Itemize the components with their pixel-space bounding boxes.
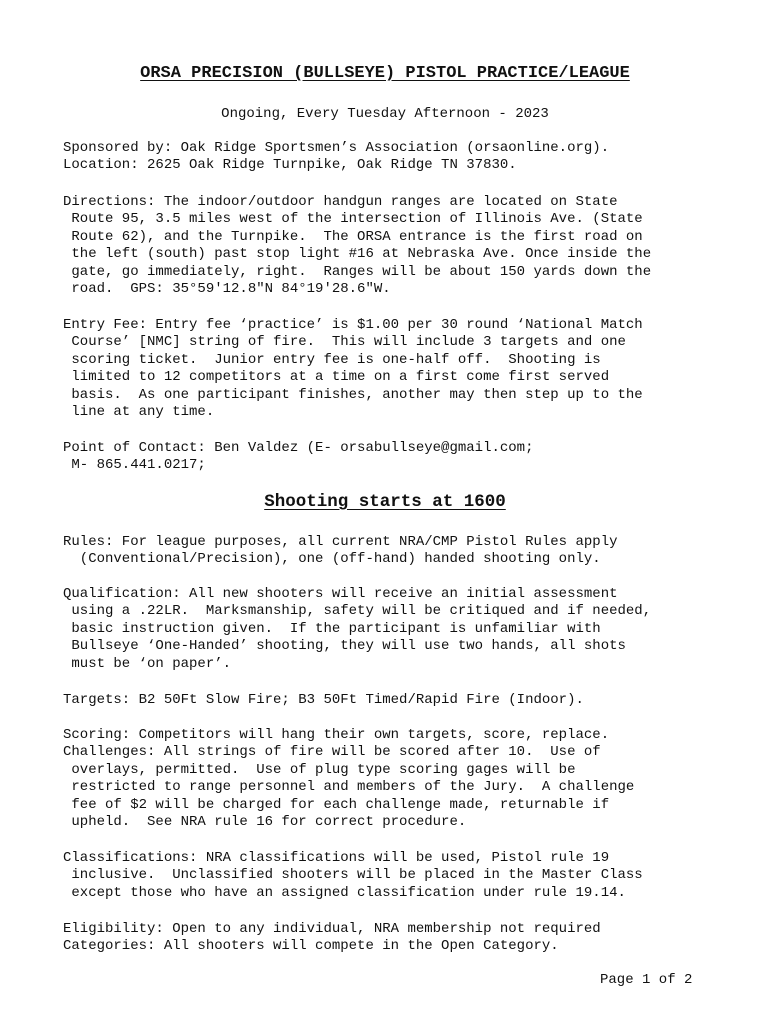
directions-line: Route 62), and the Turnpike. The ORSA entrance is the first road on <box>63 228 643 245</box>
challenges-line: fee of $2 will be charged for each challenge made, returnable if <box>63 796 610 813</box>
entry-fee-line: Course’ [NMC] string of fire. This will include 3 targets and one <box>63 334 626 351</box>
rules-paragraph <box>63 534 723 569</box>
classifications-line: except those who have an assigned classification under rule 19.14. <box>63 884 626 901</box>
rules-line: Rules: For league purposes, all current NRA/CMP Pistol Rules apply <box>63 534 618 550</box>
directions-line: the left (south) past stop light #16 at Nebraska Ave. Once inside the <box>63 246 652 263</box>
start-time-heading: Shooting starts at 1600 <box>264 492 506 512</box>
classifications-line: Classifications: NRA classifications will be used, Pistol rule 19 <box>63 850 610 866</box>
challenges-line: upheld. See NRA rule 16 for correct procedure. <box>63 813 467 830</box>
eligibility-paragraph <box>63 921 723 956</box>
entry-fee-line: Entry Fee: Entry fee ‘practice’ is $1.00 per 30 round ‘National Match <box>63 317 643 333</box>
directions-paragraph <box>63 194 723 298</box>
classifications-paragraph <box>63 850 723 902</box>
qualification-line: basic instruction given. If the participant is unfamiliar with <box>63 620 601 637</box>
qualification-line: Qualification: All new shooters will receive an initial assessment <box>63 586 618 602</box>
eligibility-line: Eligibility: Open to any individual, NRA membership not required <box>63 921 601 937</box>
qualification-line: must be ‘on paper’. <box>63 655 232 672</box>
directions-line: Route 95, 3.5 miles west of the intersection of Illinois Ave. (State <box>63 211 643 228</box>
directions-line: gate, go immediately, right. Ranges will be about 150 yards down the <box>63 263 652 280</box>
scoring-line: Scoring: Competitors will hang their own targets, score, replace. <box>63 727 610 743</box>
challenges-line: overlays, permitted. Use of plug type scoring gages will be <box>63 761 576 778</box>
contact-paragraph <box>63 440 723 475</box>
targets-line: Targets: B2 50Ft Slow Fire; B3 50Ft Timed/Rapid Fire (Indoor). <box>63 692 584 708</box>
entry-fee-line: scoring ticket. Junior entry fee is one-half off. Shooting is <box>63 351 601 368</box>
challenges-line: restricted to range personnel and members of the Jury. A challenge <box>63 779 635 796</box>
rules-line: (Conventional/Precision), one (off-hand) handed shooting only. <box>63 551 601 568</box>
entry-fee-line: basis. As one participant finishes, another may then step up to the <box>63 386 643 403</box>
categories-line: Categories: All shooters will compete in the Open Category. <box>63 938 559 955</box>
entry-fee-paragraph <box>63 317 723 421</box>
directions-line: road. GPS: 35°59'12.8"N 84°19'28.6"W. <box>63 280 391 297</box>
entry-fee-line: limited to 12 competitors at a time on a first come first served <box>63 369 610 386</box>
qualification-paragraph <box>63 586 723 673</box>
challenges-line: Challenges: All strings of fire will be scored after 10. Use of <box>63 744 601 761</box>
sponsor-line: Sponsored by: Oak Ridge Sportsmen’s Association (orsaonline.org). <box>63 140 610 156</box>
page-number: Page 1 of 2 <box>600 972 693 988</box>
location-line: Location: 2625 Oak Ridge Turnpike, Oak Ridge TN 37830. <box>63 157 517 174</box>
qualification-line: using a .22LR. Marksmanship, safety will be critiqued and if needed, <box>63 603 652 620</box>
qualification-line: Bullseye ‘One-Handed’ shooting, they will use two hands, all shots <box>63 638 626 655</box>
contact-line: Point of Contact: Ben Valdez (E- orsabullseye@gmail.com; <box>63 440 534 456</box>
sponsor-paragraph <box>63 140 723 175</box>
document-title: ORSA PRECISION (BULLSEYE) PISTOL PRACTICE/LEAGUE <box>140 64 630 83</box>
scoring-paragraph <box>63 727 723 831</box>
directions-line: Directions: The indoor/outdoor handgun ranges are located on State <box>63 194 618 210</box>
contact-line: M- 865.441.0217; <box>63 457 206 474</box>
document-subtitle: Ongoing, Every Tuesday Afternoon - 2023 <box>221 106 549 122</box>
classifications-line: inclusive. Unclassified shooters will be placed in the Master Class <box>63 867 643 884</box>
entry-fee-line: line at any time. <box>63 403 215 420</box>
targets-paragraph <box>63 692 723 709</box>
